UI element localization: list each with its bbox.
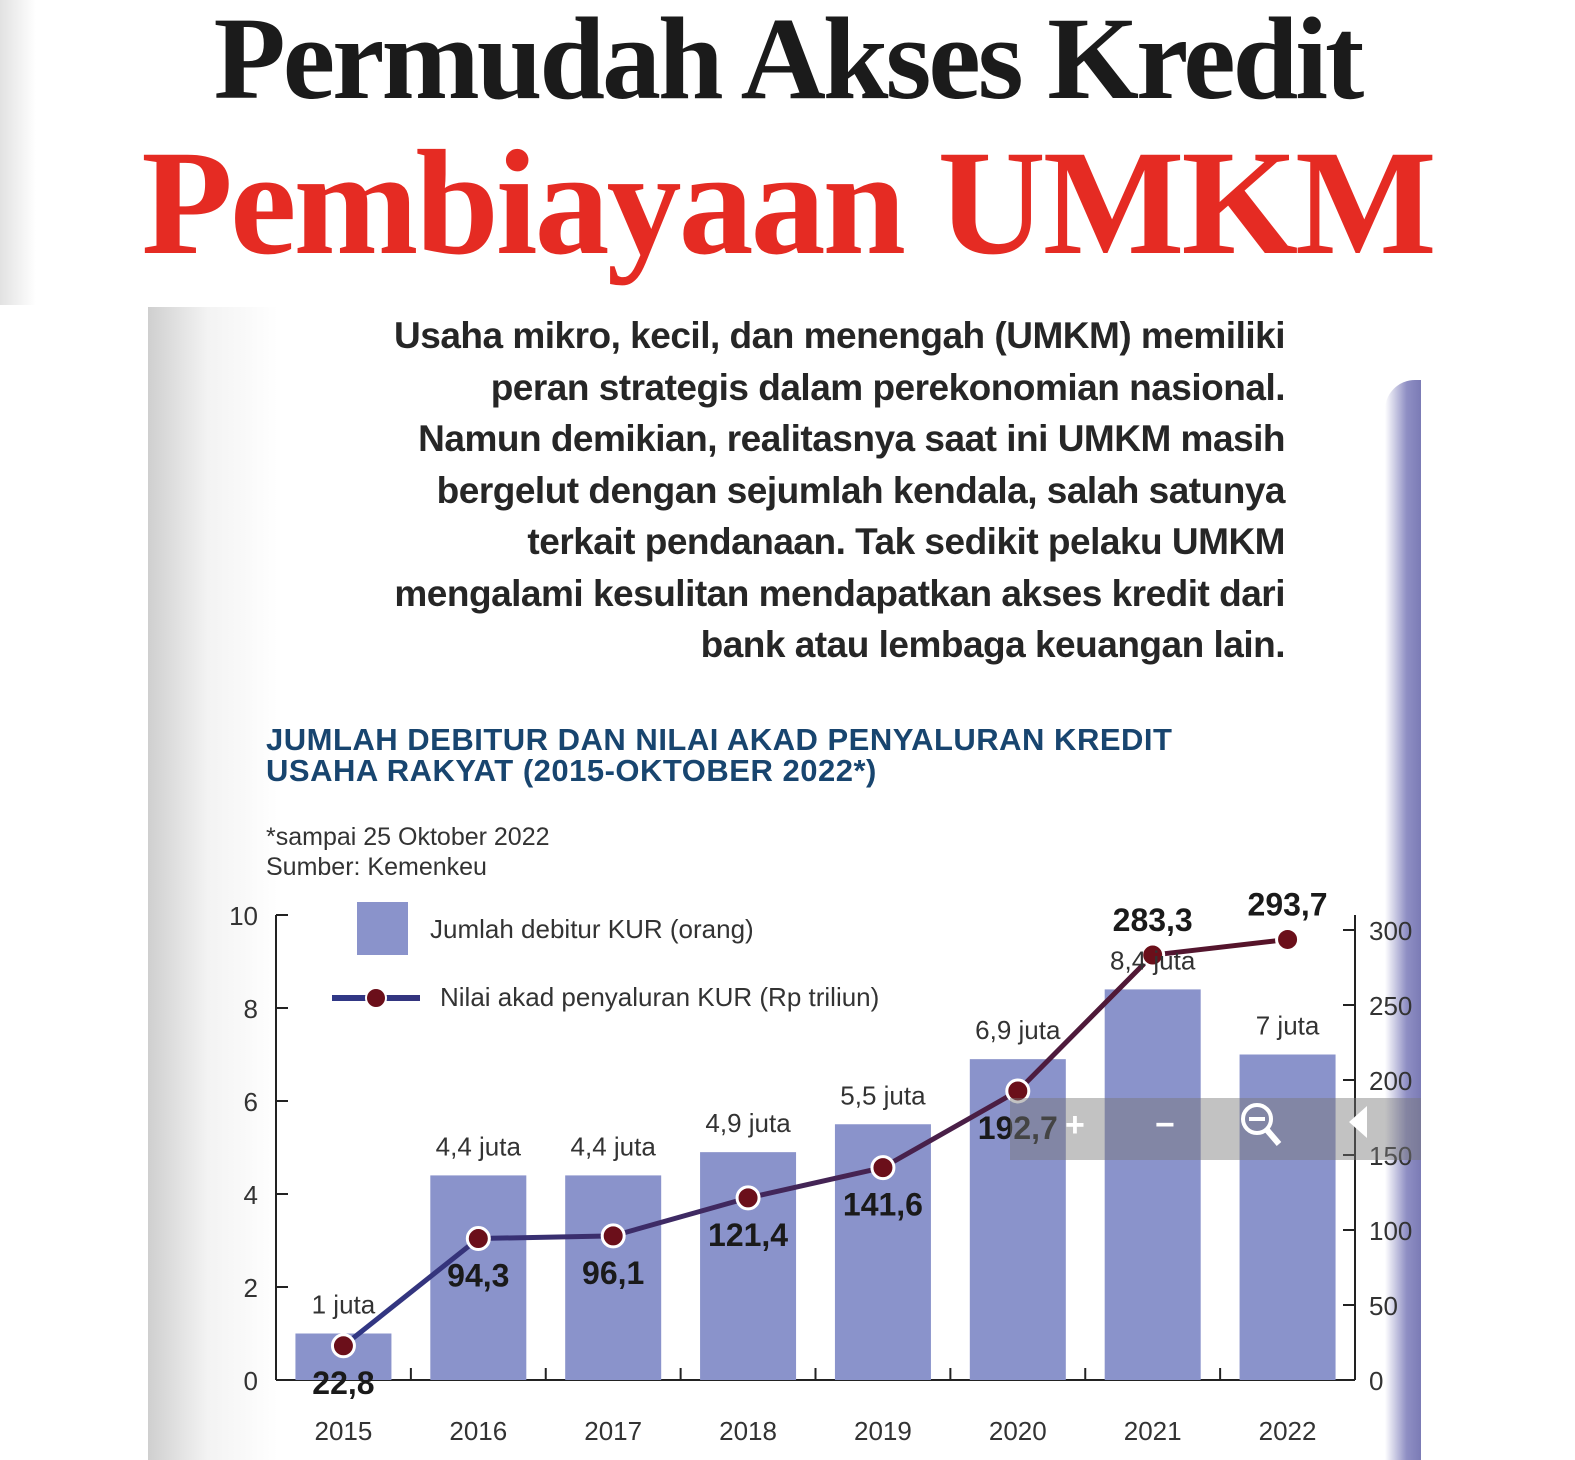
bar-value-label: 4,4 juta	[570, 1131, 656, 1162]
y-tick-label-left: 0	[243, 1366, 258, 1396]
line-value-label: 121,4	[708, 1216, 789, 1253]
x-tick-label: 2017	[584, 1416, 643, 1446]
y-tick-label-left: 4	[243, 1180, 258, 1210]
intro-line: mengalami kesulitan mendapatkan akses kredit dari	[394, 572, 1285, 614]
y-tick-label-left: 10	[229, 901, 258, 931]
bar-value-label: 8,4 juta	[1110, 945, 1196, 976]
chart-title-line1: JUMLAH DEBITUR DAN NILAI AKAD PENYALURAN KREDIT	[266, 722, 1173, 757]
x-tick-label: 2021	[1123, 1416, 1182, 1446]
chart-title-line2: USAHA RAKYAT (2015-OKTOBER 2022*)	[266, 753, 877, 788]
legend-bar-label: Jumlah debitur KUR (orang)	[430, 914, 754, 944]
line-point	[332, 1335, 354, 1357]
zoom-in-button[interactable]: +	[1065, 1106, 1085, 1144]
line-point	[872, 1157, 894, 1179]
line-value-label: 94,3	[447, 1257, 510, 1294]
bar-value-label: 4,9 juta	[705, 1108, 791, 1139]
bar	[1105, 989, 1201, 1380]
magnifier-minus-icon[interactable]	[1238, 1100, 1284, 1159]
y-tick-label-left: 8	[243, 994, 258, 1024]
y-tick-label-right: 250	[1369, 991, 1413, 1021]
line-value-label: 293,7	[1247, 886, 1328, 923]
bar-value-label: 6,9 juta	[975, 1015, 1061, 1046]
intro-line: bergelut dengan sejumlah kendala, salah satunya	[436, 469, 1285, 511]
x-tick-label: 2020	[988, 1416, 1047, 1446]
x-tick-label: 2015	[314, 1416, 373, 1446]
zoom-toolbar	[1010, 1098, 1421, 1160]
line-value-label: 96,1	[582, 1254, 645, 1291]
bar-value-label: 1 juta	[311, 1289, 376, 1320]
headline-line1: Permudah Akses Kredit	[213, 0, 1362, 124]
intro-line: terkait pendanaan. Tak sedikit pelaku UMKM	[527, 521, 1285, 562]
y-tick-label-right: 0	[1369, 1366, 1384, 1396]
arrow-left-icon[interactable]	[1345, 1102, 1375, 1151]
chart-source: Sumber: Kemenkeu	[266, 853, 487, 881]
chart-footnote: *sampai 25 Oktober 2022	[266, 823, 550, 851]
line-value-label: 283,3	[1112, 902, 1193, 939]
legend-bar-swatch	[357, 902, 408, 955]
intro-line: bank atau lembaga keuangan lain.	[700, 624, 1285, 665]
bar-value-label: 5,5 juta	[840, 1080, 926, 1111]
intro-line: Namun demikian, realitasnya saat ini UMKM masih	[418, 418, 1285, 459]
x-tick-label: 2016	[449, 1416, 508, 1446]
intro-line: peran strategis dalam perekonomian nasional.	[490, 366, 1285, 408]
y-tick-label-right: 200	[1369, 1066, 1413, 1096]
y-tick-label-right: 50	[1369, 1291, 1398, 1321]
line-value-label: 22,8	[312, 1364, 375, 1401]
bar-value-label: 7 juta	[1255, 1010, 1320, 1041]
y-tick-label-right: 300	[1369, 916, 1413, 946]
legend-line-label: Nilai akad penyaluran KUR (Rp triliun)	[440, 982, 880, 1012]
y-tick-label-left: 6	[243, 1087, 258, 1117]
bar-value-label: 4,4 juta	[435, 1131, 521, 1162]
y-tick-label-right: 100	[1369, 1216, 1413, 1246]
x-tick-label: 2019	[854, 1416, 912, 1446]
x-tick-label: 2018	[719, 1416, 777, 1446]
zoom-out-button[interactable]: −	[1155, 1106, 1175, 1144]
line-value-label: 192,7	[977, 1109, 1058, 1146]
line-point	[737, 1187, 759, 1209]
line-point	[602, 1225, 624, 1247]
line-point	[467, 1228, 489, 1250]
line-point	[1277, 928, 1299, 950]
headline-line2: Pembiayaan UMKM	[141, 120, 1434, 286]
x-tick-label: 2022	[1258, 1416, 1317, 1446]
line-value-label: 141,6	[842, 1186, 923, 1223]
y-tick-label-left: 2	[243, 1273, 258, 1303]
y-tick-label-right: 150	[1369, 1141, 1413, 1171]
intro-line: Usaha mikro, kecil, dan menengah (UMKM) memiliki	[394, 315, 1285, 356]
legend-line-marker	[366, 988, 386, 1008]
